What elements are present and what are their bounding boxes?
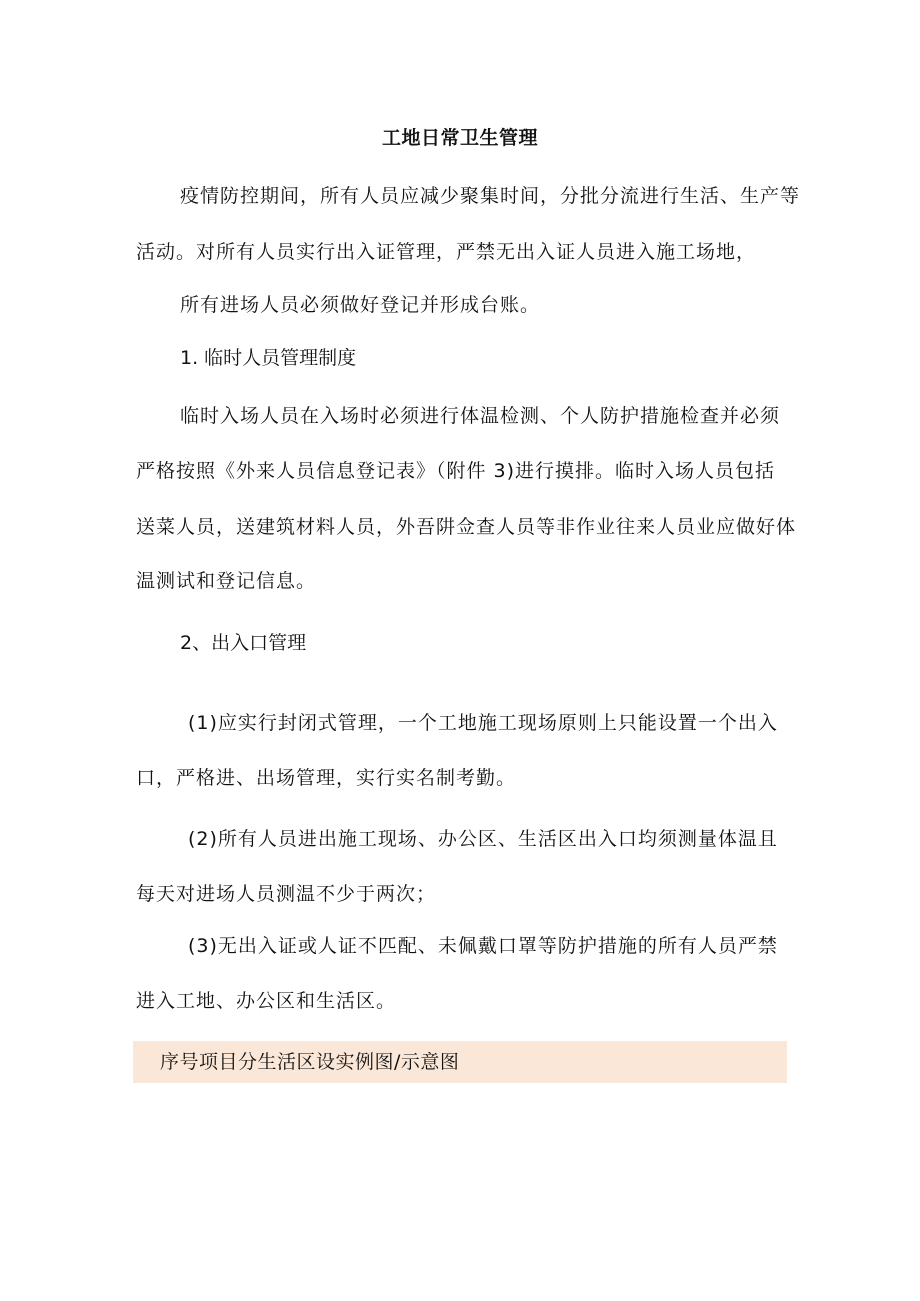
item-2-line-1: (2)所有人员进出施工现场、办公区、生活区出入口均须测量体温且 [188, 828, 778, 850]
intro-line-3: 所有进场人员必须做好登记并形成台账。 [180, 294, 541, 316]
item-3-line-2: 进入工地、办公区和生活区。 [136, 990, 397, 1012]
item-2-line-2: 每天对进场人员测温不少于两次； [136, 883, 437, 905]
section-1-line-4: 温测试和登记信息。 [136, 570, 317, 592]
section-2-heading: 2、出入口管理 [180, 632, 307, 654]
intro-line-2: 活动。对所有人员实行出入证管理，严禁无出入证人员进入施工场地， [136, 241, 757, 263]
table-header-text: 序号项目分生活区设实例图/示意图 [160, 1051, 460, 1073]
document-title: 工地日常卫生管理 [381, 127, 538, 149]
item-1-line-1: (1)应实行封闭式管理，一个工地施工现场原则上只能设置一个出入 [188, 712, 778, 734]
section-1-line-3: 送菜人员，送建筑材料人员，外吾阱佥查人员等非作业往来人员业应做好体 [136, 516, 797, 538]
item-1-line-2: 口，严格进、出场管理，实行实名制考勤。 [136, 767, 517, 789]
item-3-line-1: (3)无出入证或人证不匹配、未佩戴口罩等防护措施的所有人员严禁 [188, 935, 778, 957]
section-1-line-2: 严格按照《外来人员信息登记表》（附件 3)进行摸排。临时入场人员包括 [136, 460, 776, 482]
intro-line-1: 疫情防控期间，所有人员应减少聚集时间，分批分流进行生活、生产等 [180, 185, 801, 207]
section-1-line-1: 临时入场人员在入场时必须进行体温检测、个人防护措施检查并必须 [180, 405, 781, 427]
section-1-heading: 1. 临时人员管理制度 [180, 347, 357, 369]
table-header-row [133, 1041, 787, 1083]
